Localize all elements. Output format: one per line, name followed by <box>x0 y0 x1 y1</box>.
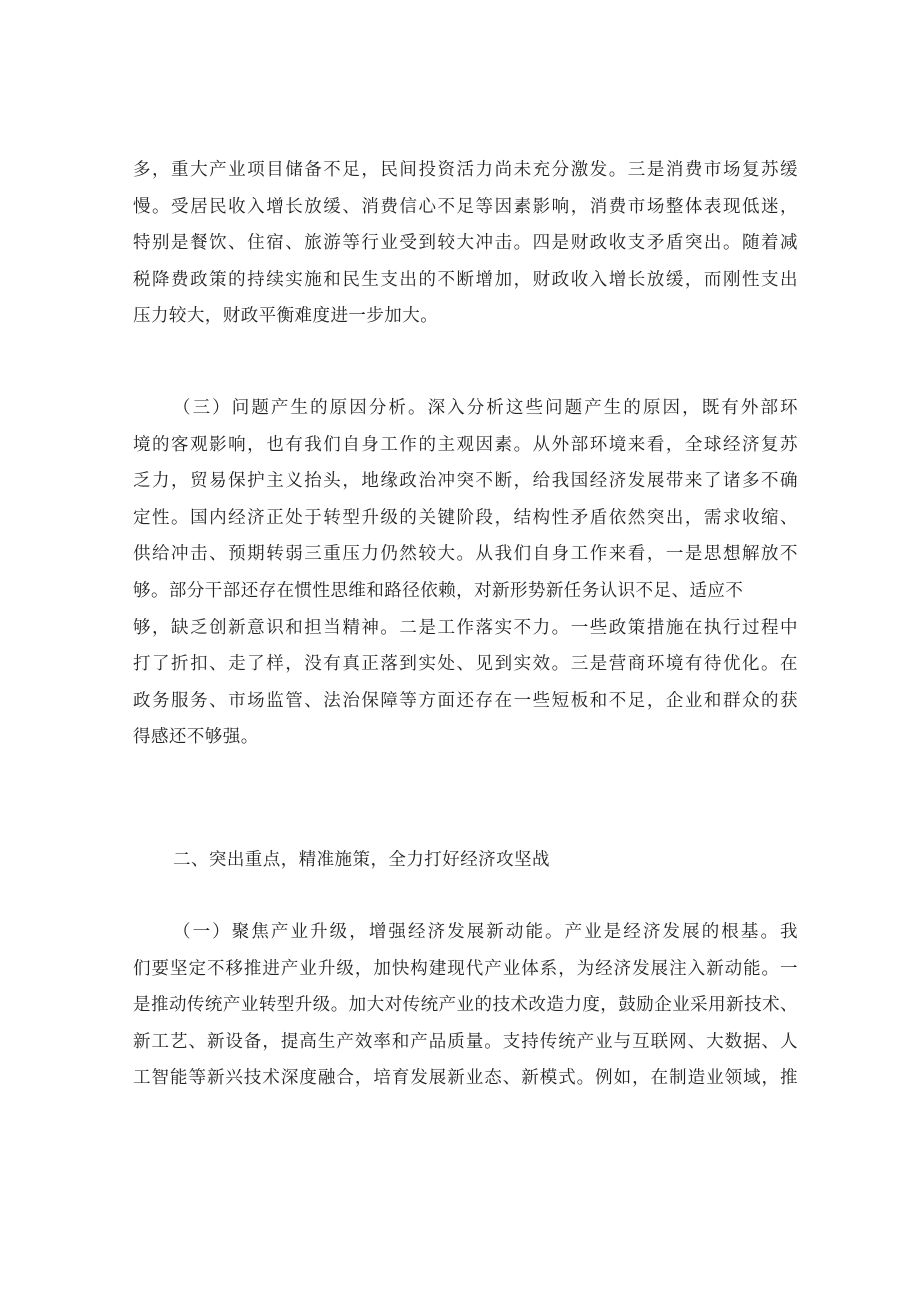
text-line: 税降费政策的持续实施和民生支出的不断增加，财政收入增长放缓，而刚性支出 <box>133 269 798 290</box>
section-heading <box>133 842 798 879</box>
paragraph-economic-issues <box>133 152 798 335</box>
text-line: 多，重大产业项目储备不足，民间投资活力尚未充分激发。三是消费市场复苏缓 <box>133 160 798 180</box>
text-line: 够，缺乏创新意识和担当精神。二是工作落实不力。一些政策措施在执行过程中 <box>133 617 798 638</box>
section-heading-text: 二、突出重点，精准施策，全力打好经济攻坚战 <box>173 850 550 870</box>
text-line: 打了折扣、走了样，没有真正落到实处、见到实效。三是营商环境有待优化。在 <box>133 654 798 675</box>
text-line: 境的客观影响，也有我们自身工作的主观因素。从外部环境来看，全球经济复苏 <box>133 434 798 455</box>
text-line: 供给冲击、预期转弱三重压力仍然较大。从我们自身工作来看，一是思想解放不 <box>133 544 798 565</box>
text-line: 特别是餐饮、住宿、旅游等行业受到较大冲击。四是财政收支矛盾突出。随着减 <box>133 233 798 254</box>
text-line: 压力较大，财政平衡难度进一步加大。 <box>133 306 439 327</box>
paragraph-industry-upgrade <box>133 914 798 1097</box>
paragraph-cause-analysis <box>133 390 798 756</box>
text-line: 们要坚定不移推进产业升级，加快构建现代产业体系，为经济发展注入新动能。一 <box>133 958 798 979</box>
text-line: 乏力，贸易保护主义抬头，地缘政治冲突不断，给我国经济发展带来了诸多不确 <box>133 471 798 492</box>
text-line: 定性。国内经济正处于转型升级的关键阶段，结构性矛盾依然突出，需求收缩、 <box>133 507 798 528</box>
text-line: （一）聚焦产业升级，增强经济发展新动能。产业是经济发展的根基。我 <box>173 922 798 942</box>
text-line: 得感还不够强。 <box>133 727 259 748</box>
text-line: （三）问题产生的原因分析。深入分析这些问题产生的原因，既有外部环 <box>173 398 798 418</box>
text-line: 够。部分干部还存在惯性思维和路径依赖，对新形势新任务认识不足、适应不 <box>133 580 744 601</box>
text-line: 慢。受居民收入增长放缓、消费信心不足等因素影响，消费市场整体表现低迷， <box>133 196 798 217</box>
text-line: 政务服务、市场监管、法治保障等方面还存在一些短板和不足，企业和群众的获 <box>133 690 798 711</box>
text-line: 是推动传统产业转型升级。加大对传统产业的技术改造力度，鼓励企业采用新技术、 <box>133 995 798 1016</box>
text-line: 工智能等新兴技术深度融合，培育发展新业态、新模式。例如，在制造业领域，推 <box>133 1068 798 1089</box>
text-line: 新工艺、新设备，提高生产效率和产品质量。支持传统产业与互联网、大数据、人 <box>133 1031 798 1052</box>
